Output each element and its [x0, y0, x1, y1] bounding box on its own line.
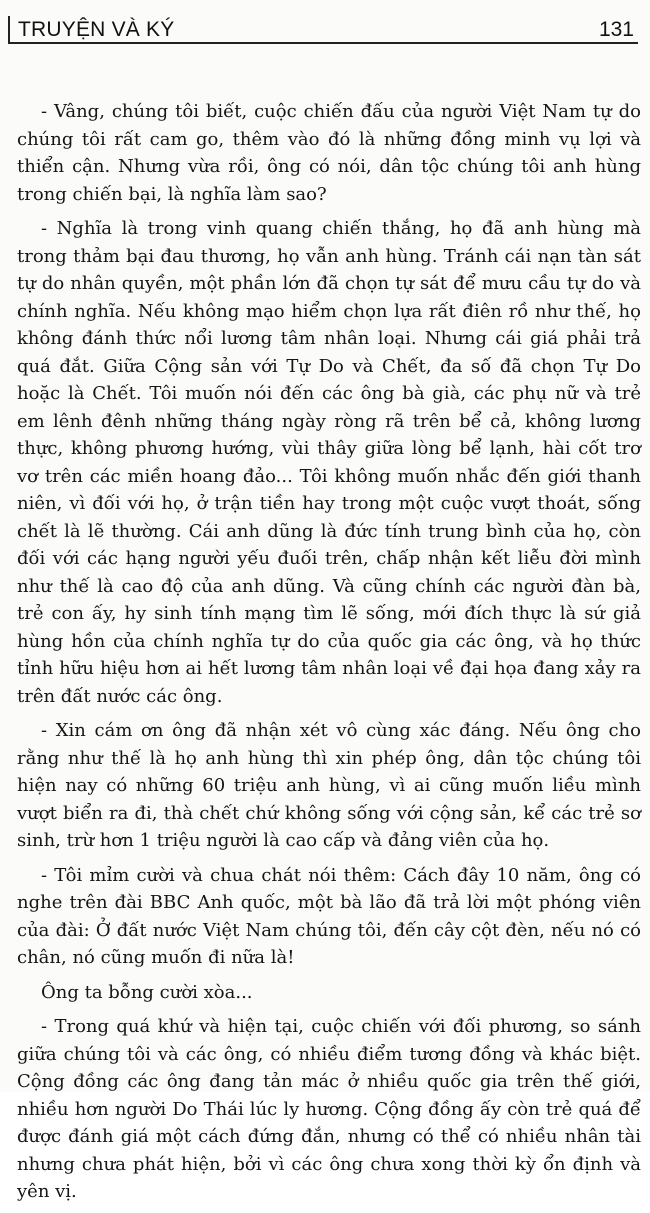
- paragraph-4: - Tôi mỉm cười và chua chát nói thêm: Cách đây 10 năm, ông có nghe trên đài BBC Anh quốc, một bà lão đã trả lời một phóng viên của đài: Ở đất nước Việt Nam chúng tôi, đến cây cột đèn, nếu nó có chân, nó cũng muốn đi nữa là!: [17, 864, 641, 968]
- running-header: [8, 16, 638, 44]
- body-text: [17, 98, 641, 1213]
- paragraph-5: Ông ta bỗng cười xòa...: [41, 981, 253, 1003]
- running-title: TRUYỆN VÀ KÝ: [18, 18, 175, 41]
- paragraph-1: - Vâng, chúng tôi biết, cuộc chiến đấu của người Việt Nam tự do chúng tôi rất cam go, thêm vào đó là những đồng minh vụ lợi và thiển cận. Nhưng vừa rồi, ông có nói, dân tộc chúng tôi anh hùng trong chiến bại, là nghĩa làm sao?: [17, 101, 641, 205]
- paragraph-2: - Nghĩa là trong vinh quang chiến thắng, họ đã anh hùng mà trong thảm bại đau thương, họ vẫn anh hùng. Tránh cái nạn tàn sát tự do nhân quyền, một phần lớn đã chọn tự sát để mưu cầu tự do và chính nghĩa. Nếu không mạo hiểm chọn lựa rất điên rồ như thế, họ không đánh thức nổi lương tâm nhân loại. Nhưng cái giá phải trả quá đắt. Giữa Cộng sản với Tự Do và Chết, đa số đã chọn Tự Do hoặc là Chết. Tôi muốn nói đến các ông bà già, các phụ nữ và trẻ em lênh đênh những tháng ngày ròng rã trên bể cả, không lương thực, không phương hướng, vùi thây giữa lòng bể lạnh, hài cốt trơ vơ trên các miền hoang đảo... Tôi không muốn nhắc đến giới thanh niên, vì đối với họ, ở trận tiền hay trong một cuộc vượt thoát, sống chết là lẽ thường. Cái anh dũng là đức tính trung bình của họ, còn đối với các hạng người yếu đuối trên, chấp nhận kết liễu đời mình như thế là cao độ của anh dũng. Và cũng chính các người đàn bà, trẻ con ấy, hy sinh tính mạng tìm lẽ sống, mới đích thực là sứ giả hùng hồn của chính nghĩa tự do của quốc gia các ông, và họ thức tỉnh hữu hiệu hơn ai hết lương tâm nhân loại về đại họa đang xảy ra trên đất nước các ông.: [17, 218, 641, 707]
- paragraph-3: - Xin cám ơn ông đã nhận xét vô cùng xác đáng. Nếu ông cho rằng như thế là họ anh hùng thì xin phép ông, dân tộc chúng tôi hiện nay có những 60 triệu anh hùng, vì ai cũng muốn liều mình vượt biển ra đi, thà chết chứ không sống với cộng sản, kể các trẻ sơ sinh, trừ hơn 1 triệu người là cao cấp và đảng viên của họ.: [17, 720, 641, 851]
- paragraph-6: - Trong quá khứ và hiện tại, cuộc chiến với đối phương, so sánh giữa chúng tôi và các ông, có nhiều điểm tương đồng và khác biệt. Cộng đồng các ông đang tản mác ở nhiều quốc gia trên thế giới, nhiều hơn người Do Thái lúc ly hương. Cộng đồng ấy còn trẻ quá để được đánh giá một cách đứng đắn, nhưng có thể có nhiều nhân tài nhưng chưa phát hiện, bởi vì các ông chưa xong thời kỳ ổn định và yên vị.: [17, 1016, 641, 1202]
- page-number: 131: [598, 18, 634, 41]
